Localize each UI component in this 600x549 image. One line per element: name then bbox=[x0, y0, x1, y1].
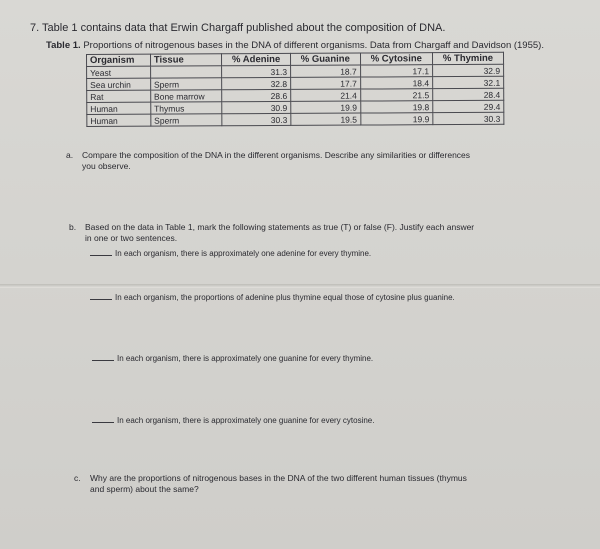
answer-blank[interactable] bbox=[90, 255, 112, 256]
cell-cytosine: 19.9 bbox=[360, 113, 432, 125]
answer-blank[interactable] bbox=[92, 360, 114, 361]
cell-organism: Human bbox=[87, 114, 151, 126]
table-caption-text: Proportions of nitrogenous bases in the DNA of different organisms. Data from Chargaff and Davidson (1955). bbox=[83, 40, 544, 51]
part-c-line-1: Why are the proportions of nitrogenous bases in the DNA of the two different human tissues (thymus bbox=[90, 473, 467, 483]
statement-text: In each organism, the proportions of adenine plus thymine equal those of cytosine plus guanine. bbox=[115, 293, 455, 302]
statement-1 bbox=[90, 249, 371, 258]
part-a-letter: a. bbox=[66, 150, 74, 160]
cell-tissue: Sperm bbox=[151, 114, 223, 126]
part-a-line-2: you observe. bbox=[82, 161, 131, 171]
statement-4 bbox=[92, 416, 374, 425]
question-text: Table 1 contains data that Erwin Chargaff published about the composition of DNA. bbox=[42, 22, 446, 34]
cell-organism: Yeast bbox=[87, 66, 151, 78]
cell-thymine: 30.3 bbox=[433, 112, 504, 124]
header-guanine: % Guanine bbox=[290, 53, 360, 65]
cell-tissue bbox=[150, 66, 222, 78]
cell-guanine: 17.7 bbox=[291, 77, 361, 89]
cell-thymine: 28.4 bbox=[433, 88, 504, 100]
part-c bbox=[74, 473, 467, 495]
header-adenine: % Adenine bbox=[222, 53, 291, 65]
cell-guanine: 21.4 bbox=[291, 89, 361, 101]
cell-organism: Rat bbox=[87, 90, 151, 102]
part-b-letter: b. bbox=[69, 222, 77, 232]
cell-guanine: 18.7 bbox=[291, 65, 361, 77]
header-thymine: % Thymine bbox=[432, 52, 503, 64]
answer-blank[interactable] bbox=[92, 422, 114, 423]
page-fold bbox=[0, 284, 600, 288]
cell-tissue: Thymus bbox=[151, 102, 223, 114]
header-organism: Organism bbox=[87, 54, 151, 66]
statement-text: In each organism, there is approximately one guanine for every cytosine. bbox=[117, 416, 375, 425]
statement-text: In each organism, there is approximately one guanine for every thymine. bbox=[117, 354, 374, 363]
statement-text: In each organism, there is approximately one adenine for every thymine. bbox=[115, 249, 372, 258]
cell-cytosine: 21.5 bbox=[360, 89, 432, 101]
cell-thymine: 32.1 bbox=[433, 76, 504, 88]
cell-tissue: Sperm bbox=[150, 78, 222, 90]
table-row bbox=[87, 112, 504, 126]
cell-cytosine: 17.1 bbox=[360, 65, 432, 77]
cell-thymine: 32.9 bbox=[433, 64, 504, 76]
part-b bbox=[69, 222, 474, 244]
cell-tissue: Bone marrow bbox=[151, 90, 223, 102]
part-a-line-1: Compare the composition of the DNA in the different organisms. Describe any similarities or differences bbox=[82, 150, 471, 160]
cell-adenine: 32.8 bbox=[222, 77, 291, 89]
cell-cytosine: 19.8 bbox=[360, 101, 432, 113]
cell-thymine: 29.4 bbox=[433, 100, 504, 112]
cell-organism: Sea urchin bbox=[87, 78, 151, 90]
part-c-line-2: and sperm) about the same? bbox=[90, 484, 199, 494]
table-caption bbox=[46, 40, 544, 51]
cell-cytosine: 18.4 bbox=[360, 77, 432, 89]
table-label: Table 1. bbox=[46, 40, 81, 51]
chargaff-table bbox=[86, 52, 504, 127]
cell-adenine: 30.9 bbox=[222, 101, 291, 113]
cell-adenine: 31.3 bbox=[222, 65, 291, 77]
cell-guanine: 19.5 bbox=[291, 113, 361, 125]
question-title bbox=[30, 22, 445, 34]
cell-organism: Human bbox=[87, 102, 151, 114]
header-cytosine: % Cytosine bbox=[360, 53, 432, 65]
statement-2 bbox=[90, 293, 455, 302]
question-number: 7. bbox=[30, 22, 40, 34]
cell-adenine: 30.3 bbox=[222, 113, 291, 125]
header-tissue: Tissue bbox=[150, 54, 222, 66]
part-a bbox=[66, 150, 470, 172]
statement-3 bbox=[92, 354, 373, 363]
part-b-line-2: in one or two sentences. bbox=[85, 233, 178, 243]
cell-adenine: 28.6 bbox=[222, 89, 291, 101]
part-b-line-1: Based on the data in Table 1, mark the following statements as true (T) or false (F). Justify each answer bbox=[85, 222, 475, 232]
part-c-letter: c. bbox=[74, 473, 81, 483]
answer-blank[interactable] bbox=[90, 299, 112, 300]
cell-guanine: 19.9 bbox=[291, 101, 361, 113]
